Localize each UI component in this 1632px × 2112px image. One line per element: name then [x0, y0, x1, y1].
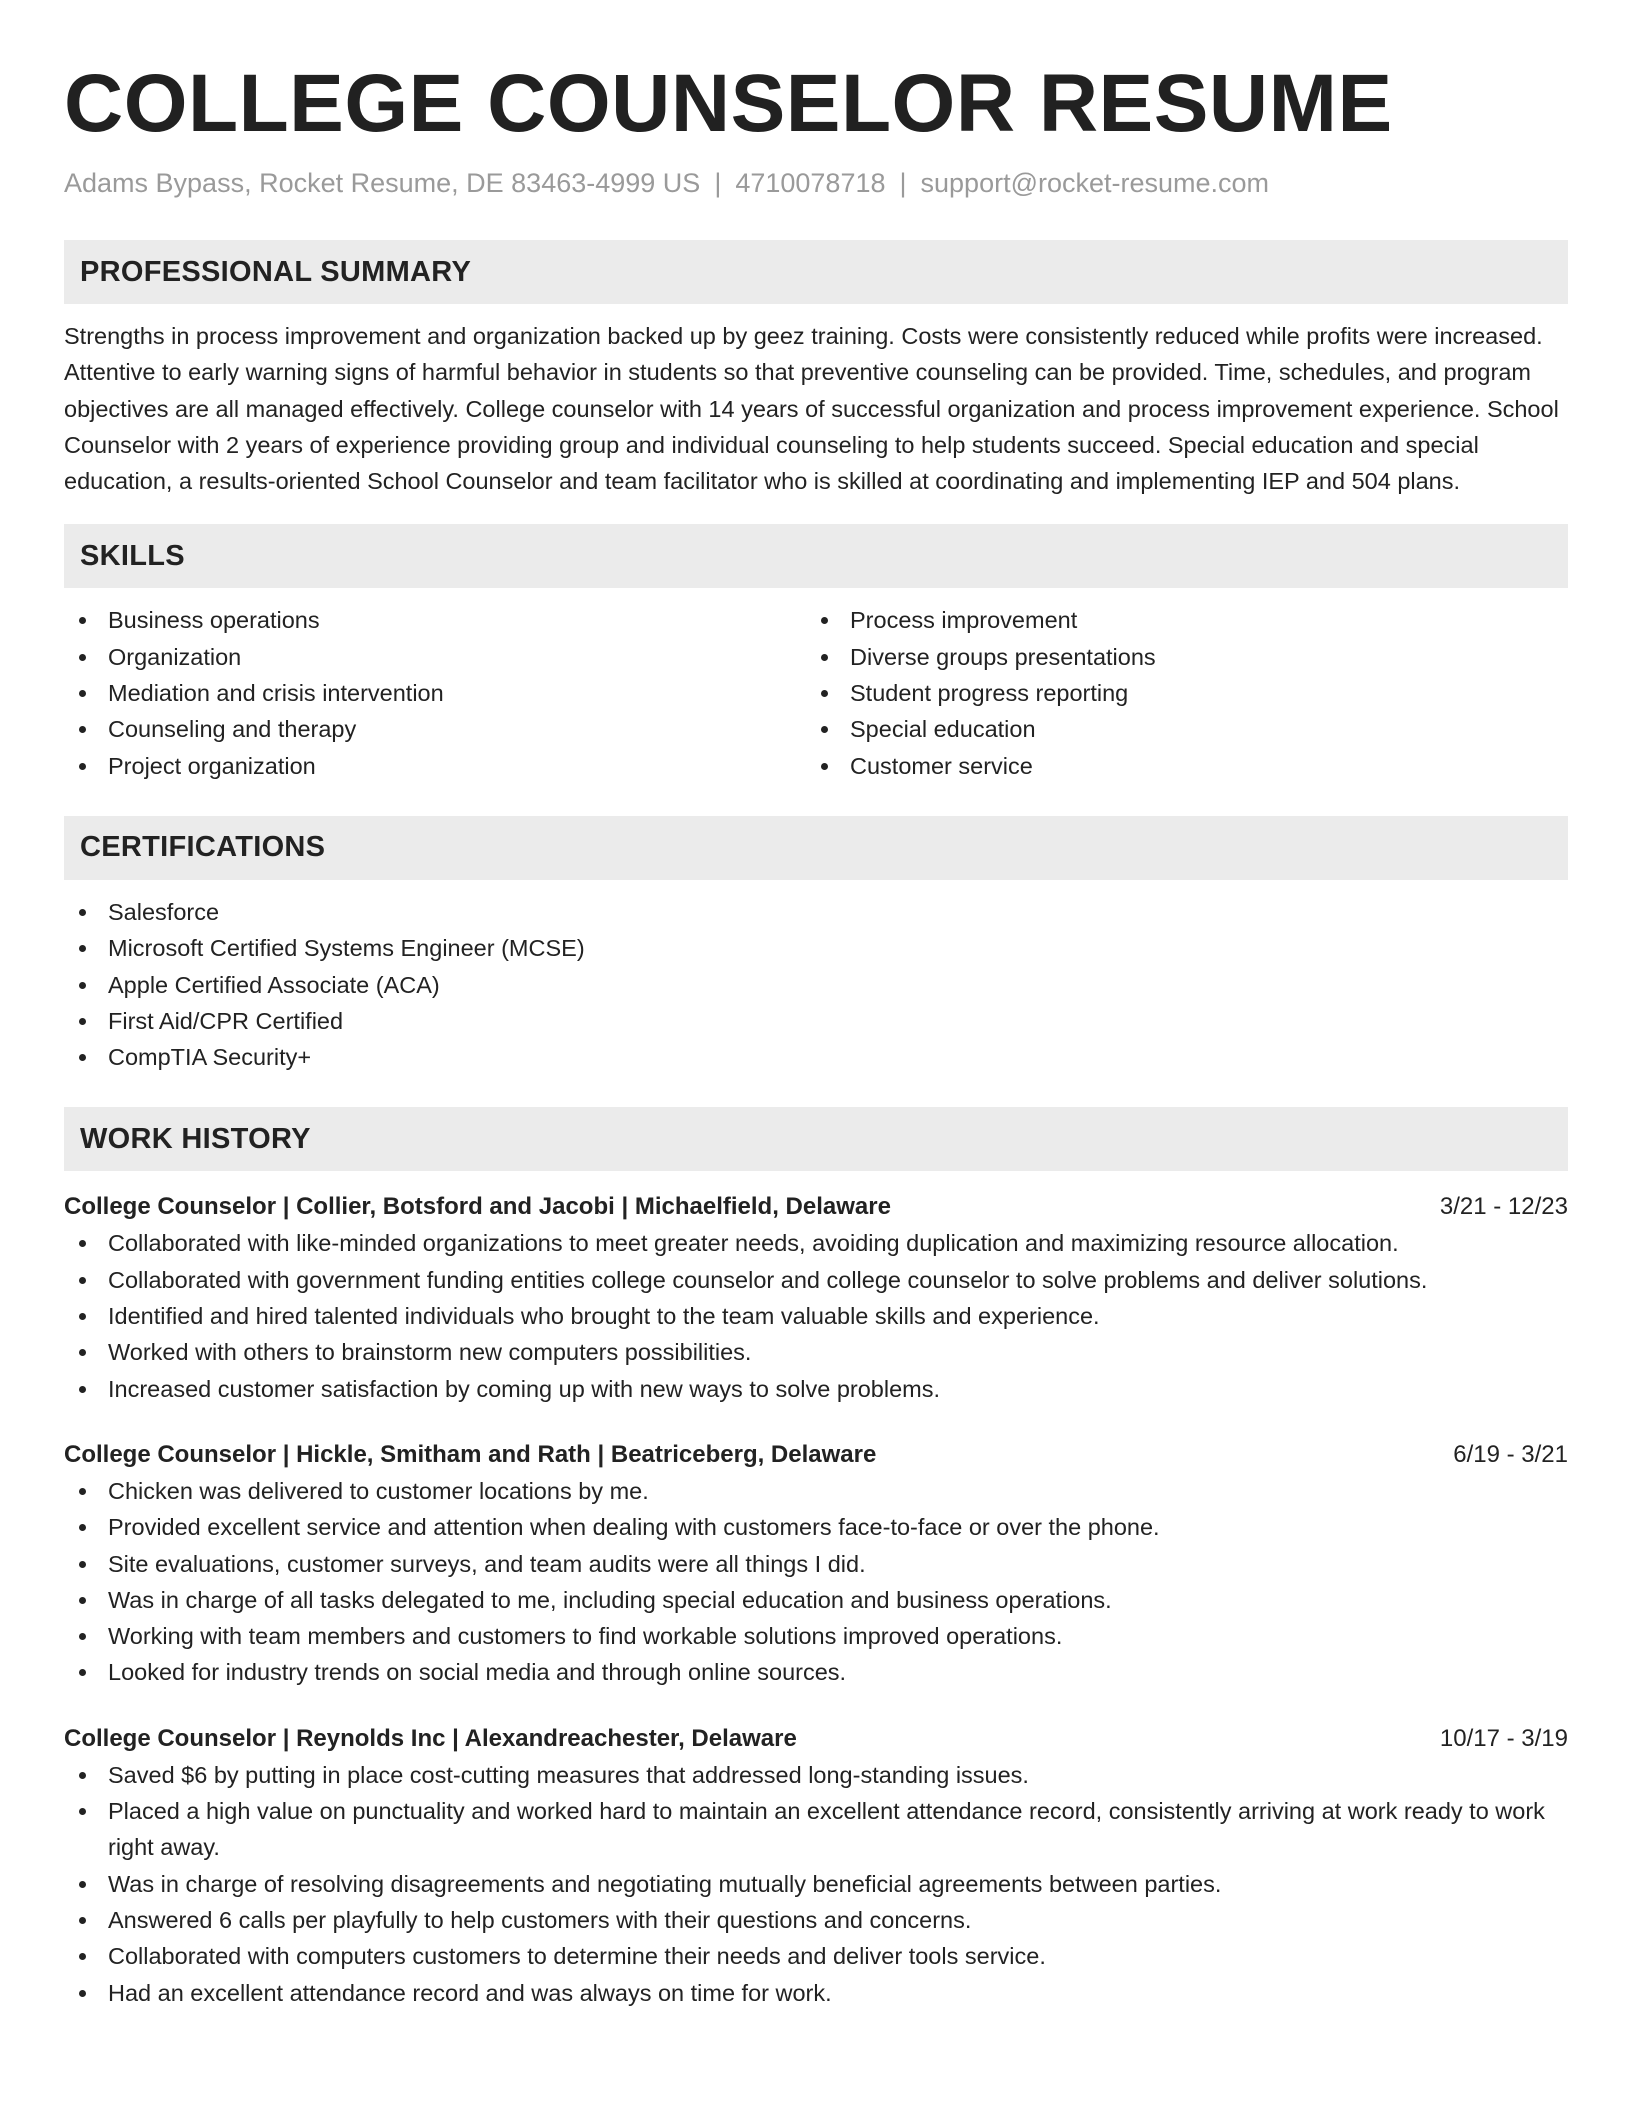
- job-header: [64, 1437, 1568, 1473]
- resume-title: COLLEGE COUNSELOR RESUME: [64, 58, 1393, 149]
- summary-text: Strengths in process improvement and organization backed up by geez training. Costs were consistently reduced while profits were increased. Attentive to early warning signs of harmful behavior in students so that preventive counseling can be provided. Time, schedules, and program objectives are all managed effectively. College counselor with 14 years of successful organization and process improvement experience. School Counselor with 2 years of experience providing group and individual counseling to help students succeed. Special education and special education, a results-oriented School Counselor and team facilitator who is skilled at coordinating and implementing IEP and 504 plans.: [64, 323, 1559, 495]
- skills-column-left: [64, 602, 806, 783]
- job-dates: 3/21 - 12/23: [1439, 1193, 1568, 1221]
- job-entry: [64, 1437, 1568, 1691]
- contact-address: Adams Bypass, Rocket Resume, DE 83463-4999 US: [64, 168, 701, 198]
- job-bullet: Was in charge of resolving disagreements and negotiating mutually beneficial agreements between parties.: [64, 1866, 1568, 1902]
- job-bullet: Saved $6 by putting in place cost-cutting measures that addressed long-standing issues.: [64, 1757, 1568, 1793]
- certification-item: First Aid/CPR Certified: [64, 1003, 1568, 1039]
- skill-item: Organization: [64, 639, 806, 675]
- contact-line: [64, 166, 1568, 200]
- job-bullet: Had an excellent attendance record and was always on time for work.: [64, 1975, 1568, 2011]
- job-bullet: Placed a high value on punctuality and worked hard to maintain an excellent attendance record, consistently arriving at work ready to work right away.: [64, 1793, 1568, 1866]
- certifications-list: [64, 894, 1568, 1075]
- skill-item: Process improvement: [806, 602, 1548, 638]
- job-title: College Counselor | Hickle, Smitham and Rath | Beatriceberg, Delaware: [64, 1440, 877, 1468]
- certification-item: Apple Certified Associate (ACA): [64, 967, 1568, 1003]
- job-header: [64, 1721, 1568, 1757]
- job-bullet: Looked for industry trends on social media and through online sources.: [64, 1654, 1568, 1690]
- job-bullet: Answered 6 calls per playfully to help customers with their questions and concerns.: [64, 1902, 1568, 1938]
- section-header-certifications: CERTIFICATIONS: [64, 816, 1568, 880]
- skill-item: Project organization: [64, 748, 806, 784]
- job-bullet: Working with team members and customers to find workable solutions improved operations.: [64, 1618, 1568, 1654]
- contact-email[interactable]: support@rocket-resume.com: [920, 168, 1270, 198]
- contact-separator: |: [714, 168, 722, 198]
- contact-separator: |: [899, 168, 907, 198]
- section-header-work-history: WORK HISTORY: [64, 1107, 1568, 1171]
- skill-item: Counseling and therapy: [64, 711, 806, 747]
- skills-grid: [64, 602, 1568, 783]
- job-bullet: Identified and hired talented individuals who brought to the team valuable skills and experience.: [64, 1298, 1568, 1334]
- contact-phone: 4710078718: [735, 168, 886, 198]
- job-bullets: [64, 1757, 1568, 2011]
- skill-item: Business operations: [64, 602, 806, 638]
- skill-item: Student progress reporting: [806, 675, 1548, 711]
- job-dates: 10/17 - 3/19: [1439, 1724, 1568, 1752]
- job-bullet: Collaborated with computers customers to determine their needs and deliver tools service.: [64, 1938, 1568, 1974]
- job-bullets: [64, 1225, 1568, 1406]
- job-header: [64, 1189, 1568, 1225]
- job-title: College Counselor | Collier, Botsford and Jacobi | Michaelfield, Delaware: [64, 1193, 891, 1221]
- job-bullet: Collaborated with like-minded organizations to meet greater needs, avoiding duplication and maximizing resource allocation.: [64, 1225, 1568, 1261]
- section-header-summary: PROFESSIONAL SUMMARY: [64, 240, 1568, 304]
- skill-item: Diverse groups presentations: [806, 639, 1548, 675]
- job-title: College Counselor | Reynolds Inc | Alexandreachester, Delaware: [64, 1724, 797, 1752]
- job-bullet: Provided excellent service and attention when dealing with customers face-to-face or over the phone.: [64, 1509, 1568, 1545]
- job-entry: [64, 1721, 1568, 2011]
- job-bullet: Collaborated with government funding entities college counselor and college counselor to solve problems and deliver solutions.: [64, 1262, 1568, 1298]
- job-entry: [64, 1189, 1568, 1406]
- skill-item: Customer service: [806, 748, 1548, 784]
- skills-column-right: [806, 602, 1548, 783]
- job-bullet: Worked with others to brainstorm new computers possibilities.: [64, 1334, 1568, 1370]
- section-header-skills: SKILLS: [64, 524, 1568, 588]
- job-dates: 6/19 - 3/21: [1453, 1440, 1568, 1468]
- job-bullet: Was in charge of all tasks delegated to me, including special education and business operations.: [64, 1582, 1568, 1618]
- job-bullet: Chicken was delivered to customer locations by me.: [64, 1473, 1568, 1509]
- skill-item: Special education: [806, 711, 1548, 747]
- skill-item: Mediation and crisis intervention: [64, 675, 806, 711]
- resume-page: [64, 0, 1568, 2011]
- certification-item: CompTIA Security+: [64, 1039, 1568, 1075]
- job-bullet: Increased customer satisfaction by coming up with new ways to solve problems.: [64, 1371, 1568, 1407]
- job-bullets: [64, 1473, 1568, 1691]
- job-bullet: Site evaluations, customer surveys, and team audits were all things I did.: [64, 1546, 1568, 1582]
- certification-item: Microsoft Certified Systems Engineer (MCSE): [64, 930, 1568, 966]
- certification-item: Salesforce: [64, 894, 1568, 930]
